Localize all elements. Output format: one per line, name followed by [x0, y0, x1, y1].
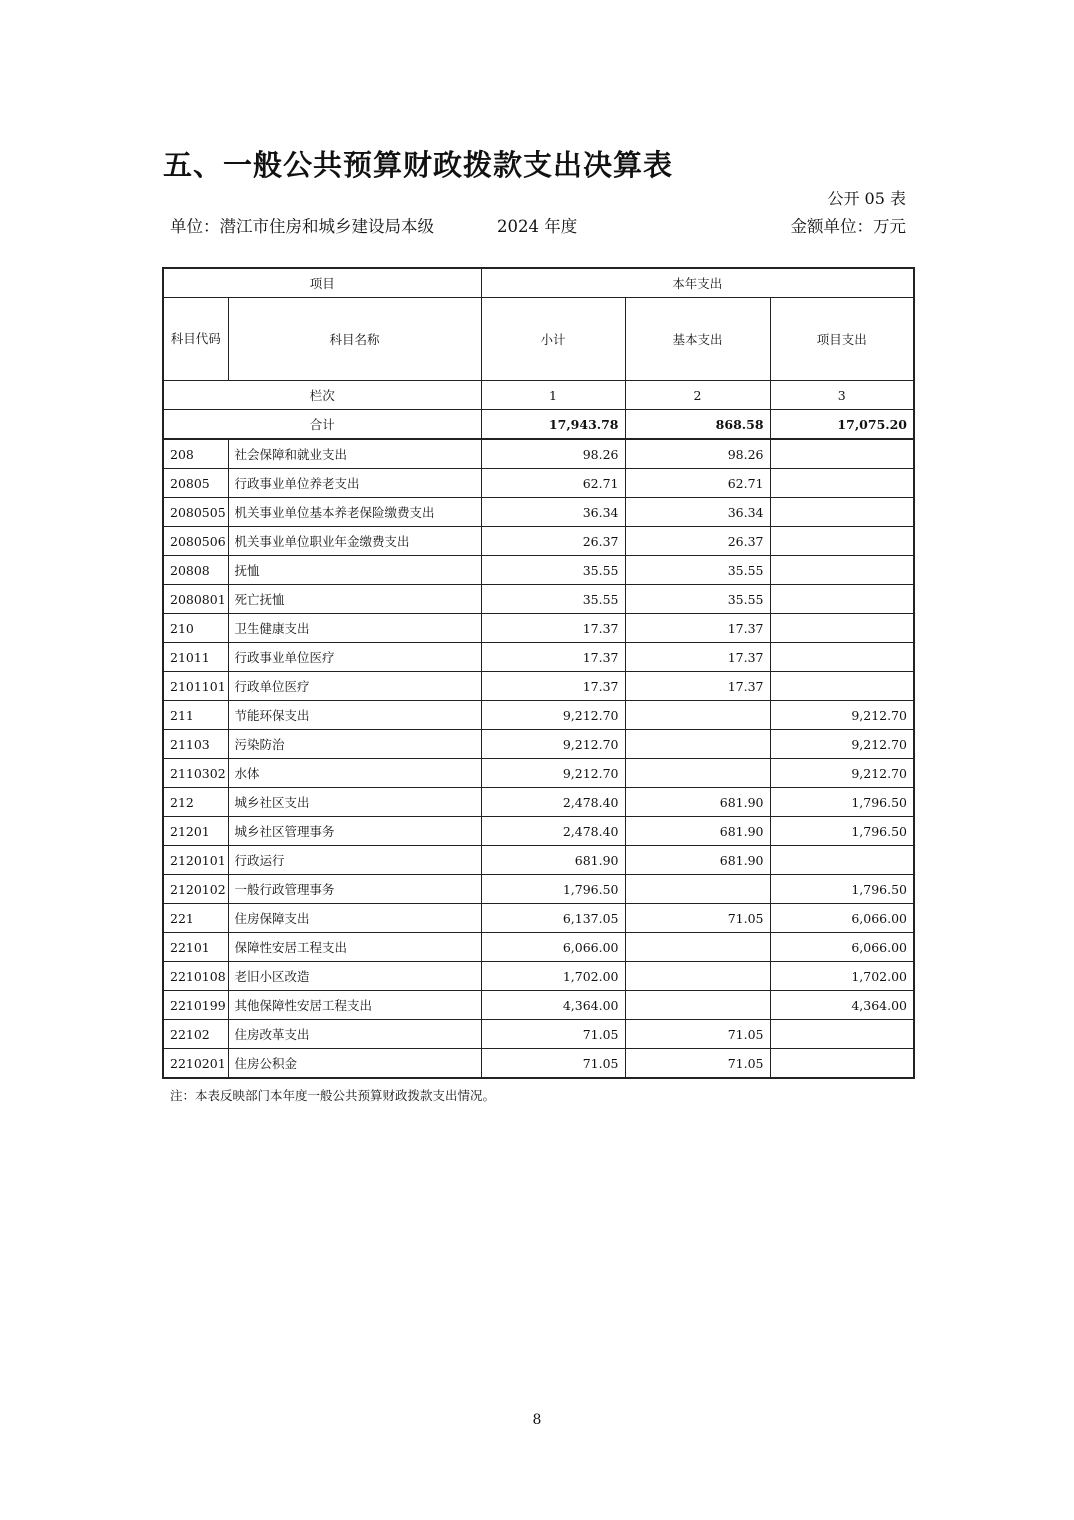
row-project: 1,702.00 — [770, 962, 914, 991]
page-number: 8 — [532, 1412, 542, 1428]
row-project: 1,796.50 — [770, 875, 914, 904]
row-subtotal: 17.37 — [481, 614, 625, 643]
row-basic: 36.34 — [625, 498, 770, 527]
table-row — [163, 846, 914, 875]
row-subtotal: 681.90 — [481, 846, 625, 875]
row-basic: 681.90 — [625, 817, 770, 846]
page-title: 五、一般公共预算财政拨款支出决算表 — [163, 148, 674, 182]
row-code: 21103 — [163, 730, 228, 759]
row-subtotal: 71.05 — [481, 1020, 625, 1049]
table-row — [163, 527, 914, 556]
table-row — [163, 1049, 914, 1079]
row-name: 行政单位医疗 — [228, 672, 481, 701]
row-name: 其他保障性安居工程支出 — [228, 991, 481, 1020]
row-code: 2210199 — [163, 991, 228, 1020]
row-project: 9,212.70 — [770, 759, 914, 788]
row-name: 机关事业单位职业年金缴费支出 — [228, 527, 481, 556]
row-name: 住房公积金 — [228, 1049, 481, 1079]
total-project: 17,075.20 — [770, 410, 914, 440]
row-project: 9,212.70 — [770, 701, 914, 730]
total-basic: 868.58 — [625, 410, 770, 440]
row-project — [770, 439, 914, 469]
row-project — [770, 527, 914, 556]
table-row — [163, 991, 914, 1020]
row-code: 2110302 — [163, 759, 228, 788]
row-code: 212 — [163, 788, 228, 817]
row-project: 9,212.70 — [770, 730, 914, 759]
row-subtotal: 35.55 — [481, 556, 625, 585]
row-basic: 681.90 — [625, 788, 770, 817]
row-project — [770, 556, 914, 585]
fiscal-year: 2024 年度 — [497, 217, 578, 236]
row-project: 6,066.00 — [770, 933, 914, 962]
header-row-3 — [163, 381, 914, 410]
header-basic: 基本支出 — [625, 298, 770, 381]
table-row — [163, 788, 914, 817]
row-code: 2080505 — [163, 498, 228, 527]
header-col1: 1 — [481, 381, 625, 410]
header-item: 项目 — [163, 268, 481, 298]
row-subtotal: 26.37 — [481, 527, 625, 556]
row-code: 22101 — [163, 933, 228, 962]
row-basic: 98.26 — [625, 439, 770, 469]
table-row — [163, 439, 914, 469]
row-subtotal: 9,212.70 — [481, 759, 625, 788]
row-code: 2080506 — [163, 527, 228, 556]
row-basic: 71.05 — [625, 1049, 770, 1079]
row-subtotal: 17.37 — [481, 643, 625, 672]
header-row-2 — [163, 298, 914, 381]
row-subtotal: 98.26 — [481, 439, 625, 469]
row-project — [770, 498, 914, 527]
row-name: 死亡抚恤 — [228, 585, 481, 614]
row-subtotal: 35.55 — [481, 585, 625, 614]
row-code: 2120102 — [163, 875, 228, 904]
table-row — [163, 962, 914, 991]
table-row — [163, 933, 914, 962]
row-name: 抚恤 — [228, 556, 481, 585]
header-row-1 — [163, 268, 914, 298]
row-project — [770, 469, 914, 498]
reporting-unit: 单位：潜江市住房和城乡建设局本级 — [170, 217, 434, 236]
row-basic: 62.71 — [625, 469, 770, 498]
row-code: 2080801 — [163, 585, 228, 614]
row-subtotal: 36.34 — [481, 498, 625, 527]
row-subtotal: 1,796.50 — [481, 875, 625, 904]
header-col3: 3 — [770, 381, 914, 410]
row-basic: 35.55 — [625, 585, 770, 614]
table-row — [163, 1020, 914, 1049]
row-code: 2101101 — [163, 672, 228, 701]
row-name: 节能环保支出 — [228, 701, 481, 730]
row-name: 社会保障和就业支出 — [228, 439, 481, 469]
table-note: 注：本表反映部门本年度一般公共预算财政拨款支出情况。 — [170, 1088, 496, 1103]
expenditure-table — [162, 267, 915, 1079]
row-project — [770, 1020, 914, 1049]
row-basic: 17.37 — [625, 614, 770, 643]
row-basic — [625, 991, 770, 1020]
table-row — [163, 498, 914, 527]
row-basic — [625, 875, 770, 904]
row-project — [770, 643, 914, 672]
row-name: 城乡社区管理事务 — [228, 817, 481, 846]
row-project — [770, 846, 914, 875]
row-subtotal: 6,066.00 — [481, 933, 625, 962]
row-basic — [625, 730, 770, 759]
table-row — [163, 469, 914, 498]
header-name: 科目名称 — [228, 298, 481, 381]
row-basic: 17.37 — [625, 643, 770, 672]
row-basic: 35.55 — [625, 556, 770, 585]
row-code: 2210108 — [163, 962, 228, 991]
row-name: 水体 — [228, 759, 481, 788]
table-row — [163, 817, 914, 846]
row-name: 住房保障支出 — [228, 904, 481, 933]
row-code: 221 — [163, 904, 228, 933]
row-basic — [625, 701, 770, 730]
table-row — [163, 556, 914, 585]
row-subtotal: 1,702.00 — [481, 962, 625, 991]
row-code: 21201 — [163, 817, 228, 846]
row-subtotal: 9,212.70 — [481, 701, 625, 730]
row-code: 22102 — [163, 1020, 228, 1049]
table-row — [163, 701, 914, 730]
table-row — [163, 643, 914, 672]
row-subtotal: 62.71 — [481, 469, 625, 498]
row-name: 行政事业单位医疗 — [228, 643, 481, 672]
row-basic — [625, 933, 770, 962]
row-subtotal: 17.37 — [481, 672, 625, 701]
row-name: 城乡社区支出 — [228, 788, 481, 817]
row-subtotal: 2,478.40 — [481, 788, 625, 817]
table-row — [163, 585, 914, 614]
row-code: 210 — [163, 614, 228, 643]
row-code: 2210201 — [163, 1049, 228, 1079]
table-row — [163, 904, 914, 933]
row-basic: 17.37 — [625, 672, 770, 701]
row-basic — [625, 962, 770, 991]
row-name: 机关事业单位基本养老保险缴费支出 — [228, 498, 481, 527]
row-code: 21011 — [163, 643, 228, 672]
row-project — [770, 672, 914, 701]
row-name: 行政运行 — [228, 846, 481, 875]
table-row — [163, 730, 914, 759]
row-project: 1,796.50 — [770, 817, 914, 846]
row-project: 1,796.50 — [770, 788, 914, 817]
row-code: 208 — [163, 439, 228, 469]
row-code: 20808 — [163, 556, 228, 585]
table-row — [163, 875, 914, 904]
row-project — [770, 1049, 914, 1079]
row-basic: 71.05 — [625, 904, 770, 933]
table-row — [163, 672, 914, 701]
header-subtotal: 小计 — [481, 298, 625, 381]
row-project: 4,364.00 — [770, 991, 914, 1020]
row-name: 保障性安居工程支出 — [228, 933, 481, 962]
total-row — [163, 410, 914, 440]
money-unit: 金额单位：万元 — [790, 217, 906, 236]
row-name: 一般行政管理事务 — [228, 875, 481, 904]
form-number: 公开 05 表 — [827, 189, 906, 208]
row-name: 住房改革支出 — [228, 1020, 481, 1049]
row-subtotal: 2,478.40 — [481, 817, 625, 846]
row-subtotal: 6,137.05 — [481, 904, 625, 933]
row-project — [770, 614, 914, 643]
row-name: 老旧小区改造 — [228, 962, 481, 991]
row-subtotal: 9,212.70 — [481, 730, 625, 759]
total-label: 合计 — [163, 410, 481, 440]
row-basic: 71.05 — [625, 1020, 770, 1049]
row-basic — [625, 759, 770, 788]
header-column-order: 栏次 — [163, 381, 481, 410]
row-project: 6,066.00 — [770, 904, 914, 933]
row-name: 卫生健康支出 — [228, 614, 481, 643]
row-code: 20805 — [163, 469, 228, 498]
header-col2: 2 — [625, 381, 770, 410]
row-basic: 681.90 — [625, 846, 770, 875]
total-subtotal: 17,943.78 — [481, 410, 625, 440]
header-code: 科目代码 — [163, 298, 228, 381]
row-project — [770, 585, 914, 614]
row-code: 211 — [163, 701, 228, 730]
row-subtotal: 4,364.00 — [481, 991, 625, 1020]
row-name: 行政事业单位养老支出 — [228, 469, 481, 498]
header-current-year: 本年支出 — [481, 268, 914, 298]
table-row — [163, 614, 914, 643]
row-name: 污染防治 — [228, 730, 481, 759]
header-project: 项目支出 — [770, 298, 914, 381]
table-row — [163, 759, 914, 788]
row-subtotal: 71.05 — [481, 1049, 625, 1079]
row-basic: 26.37 — [625, 527, 770, 556]
row-code: 2120101 — [163, 846, 228, 875]
